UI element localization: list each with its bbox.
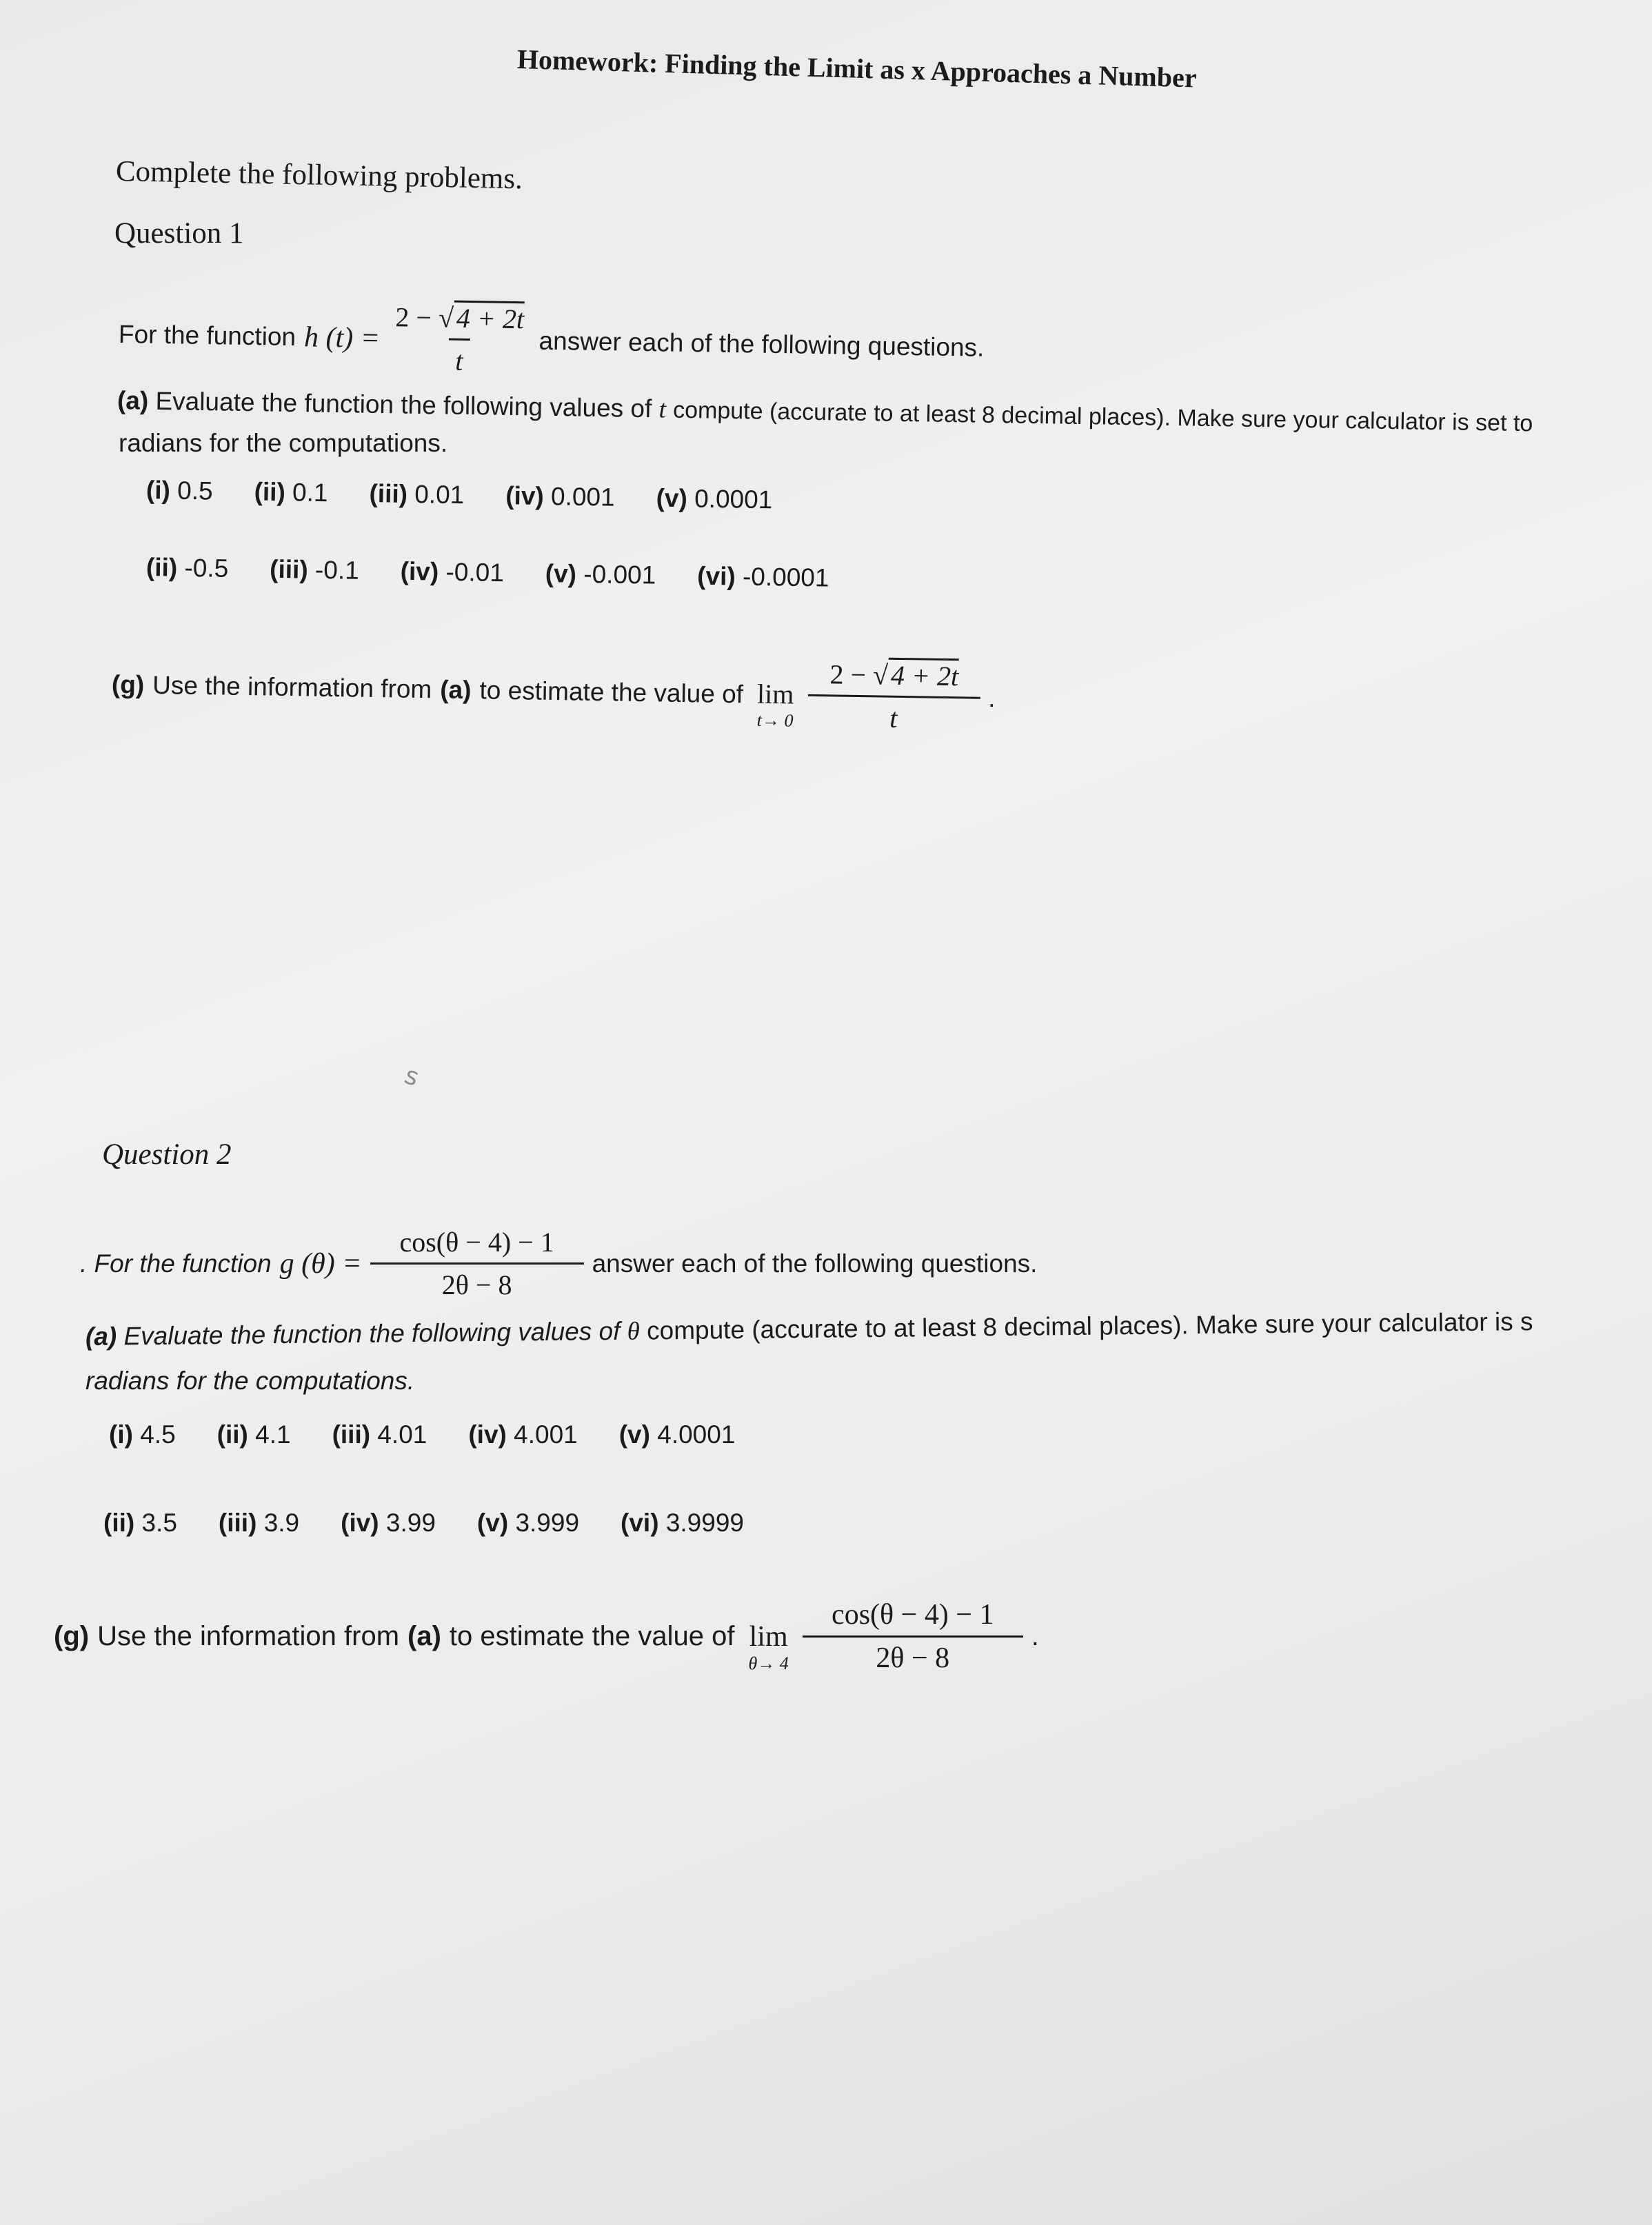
q1-value: 0.001 [550, 482, 615, 512]
q2-value-label: (v) [618, 1420, 650, 1449]
q1-part-a-text-1: Evaluate the function the following values of [155, 386, 652, 423]
q1-value-label: (vi) [696, 561, 736, 591]
q1-limit-operator [756, 678, 794, 732]
q2-value: 4.5 [140, 1420, 176, 1449]
q1-numerator-radicand: 4 + 2t [454, 301, 525, 335]
q1-part-a-variable: t [658, 395, 667, 424]
q1-part-g-text-2: to estimate the value of [479, 675, 744, 708]
q1-value: 0.0001 [694, 484, 773, 514]
q1-limit-numerator-radicand: 4 + 2t [888, 658, 959, 692]
q1-limit-numerator: 2 − √4 + 2t [829, 658, 959, 692]
q2-value-label: (iii) [218, 1509, 257, 1537]
q2-value-label: (iv) [468, 1420, 507, 1449]
q1-part-g-label: (g) [111, 669, 145, 699]
q2-value: 3.99 [385, 1509, 436, 1537]
q2-part-a-line2: radians for the computations. [85, 1367, 415, 1395]
q1-part-g-ref: (a) [439, 674, 472, 704]
q2-function-name: g (θ) = [279, 1247, 362, 1280]
q1-value: 0.01 [414, 480, 465, 510]
q1-value-item [270, 555, 359, 585]
q2-value-label: (iv) [341, 1509, 379, 1537]
q2-part-a-label: (a) [85, 1322, 117, 1351]
q2-value: 3.9999 [665, 1509, 744, 1537]
q2-part-a-text-1: Evaluate the function the following values of [123, 1316, 621, 1351]
q2-value-label: (vi) [621, 1509, 659, 1537]
q2-part-g-text-2: to estimate the value of [449, 1621, 735, 1651]
q2-numerator: cos(θ − 4) − 1 [399, 1227, 554, 1258]
q1-value: 0.5 [177, 476, 213, 505]
q2-value-label: (ii) [103, 1509, 135, 1537]
q1-value-item [697, 562, 829, 593]
q1-after-text: answer each of the following questions. [538, 326, 985, 362]
q1-part-a-line2: radians for the computations. [119, 429, 448, 457]
q2-part-a-text-2: compute (accurate to at least 8 decimal places). Make sure your calculator is s [646, 1307, 1533, 1345]
q2-value: 4.001 [514, 1420, 578, 1449]
q2-period: . [1031, 1621, 1039, 1651]
q1-value-item [400, 557, 504, 587]
q2-value-label: (v) [476, 1509, 509, 1537]
q2-limit-numerator: cos(θ − 4) − 1 [832, 1599, 994, 1631]
q2-limit-denominator: 2θ − 8 [803, 1635, 1023, 1675]
q2-values-row-1 [109, 1420, 735, 1449]
q1-limit-denominator: t [807, 694, 980, 736]
q2-value: 3.9 [263, 1509, 300, 1537]
q1-value-item [146, 553, 229, 583]
q1-function-fraction [387, 301, 531, 378]
q2-lim-word: lim [749, 1620, 788, 1653]
page-title: Homework: Finding the Limit as x Approaches a Number [516, 43, 1198, 94]
q1-limit-fraction [807, 658, 981, 736]
q2-value-item [341, 1509, 436, 1538]
q2-function-fraction [370, 1226, 584, 1301]
q2-value: 4.01 [377, 1420, 427, 1449]
q1-denominator: t [448, 339, 470, 377]
q2-limit-fraction [803, 1598, 1023, 1675]
q1-values-row-1 [146, 476, 773, 514]
q2-value: 3.5 [141, 1509, 177, 1537]
q2-value-item [468, 1420, 577, 1449]
q2-value-item [621, 1509, 744, 1538]
q2-value-item [477, 1509, 579, 1538]
q1-value: -0.001 [583, 559, 656, 590]
q1-part-a-label: (a) [117, 386, 149, 415]
q1-value-item [254, 477, 328, 507]
question-1-function-line [118, 296, 985, 385]
q2-value-item [332, 1420, 427, 1449]
q1-value-item [656, 484, 772, 515]
q2-value-label: (iii) [332, 1420, 371, 1449]
q1-value-item [369, 479, 464, 510]
q1-numerator: 2 − √4 + 2t [395, 301, 525, 335]
question-2-heading: Question 2 [102, 1138, 232, 1171]
q1-value-label: (v) [545, 559, 577, 588]
q2-value-item [109, 1420, 176, 1449]
q2-lead-text: . For the function [80, 1249, 272, 1278]
q1-function-name: h (t) = [303, 321, 381, 354]
q1-values-row-2 [146, 553, 829, 593]
q1-value-label: (ii) [145, 553, 178, 582]
q1-period: . [988, 683, 996, 712]
q2-limit-operator [749, 1620, 789, 1674]
q1-value-label: (iv) [505, 481, 545, 511]
q1-value-item [146, 476, 213, 506]
q1-value-label: (iv) [400, 556, 439, 586]
q1-part-g-text-1: Use the information from [152, 670, 432, 703]
question-1-heading: Question 1 [114, 217, 244, 250]
q2-part-a-variable: θ [627, 1317, 641, 1346]
q1-value: -0.01 [445, 557, 505, 587]
q2-value-item [103, 1509, 177, 1538]
q2-value-item [217, 1420, 291, 1449]
q1-value-label: (ii) [254, 477, 286, 507]
q1-value-item [505, 481, 615, 512]
q1-lim-word: lim [756, 678, 794, 710]
q2-value-item [619, 1420, 736, 1449]
q1-value: -0.5 [184, 553, 229, 583]
q1-value: -0.1 [314, 555, 360, 585]
q1-value-label: (iii) [369, 479, 408, 508]
q2-value: 3.999 [515, 1509, 580, 1537]
question-2-function-line [80, 1226, 1037, 1301]
q2-value: 4.1 [255, 1420, 291, 1449]
q2-part-g-label: (g) [54, 1621, 90, 1651]
q1-limit-numerator-const: 2 − [829, 658, 867, 691]
q2-denominator: 2θ − 8 [370, 1262, 584, 1301]
q1-part-g-line [111, 647, 996, 736]
q1-value: -0.0001 [742, 562, 829, 592]
q1-value-label: (iii) [269, 554, 309, 584]
q2-part-g-text-1: Use the information from [97, 1621, 400, 1651]
instructions: Complete the following problems. [115, 155, 523, 196]
q1-value-label: (v) [656, 483, 688, 513]
q2-part-a-line1 [85, 1307, 1533, 1352]
q1-value-label: (i) [145, 476, 171, 505]
q2-value-label: (i) [109, 1420, 133, 1449]
pencil-mark: ꜱ [401, 1060, 423, 1092]
q1-part-a-text-2: compute (accurate to at least 8 decimal places). Make sure your calculator is set to [672, 396, 1533, 437]
q2-lim-subscript: θ→ 4 [748, 1653, 789, 1673]
q2-value-label: (ii) [216, 1420, 248, 1449]
q2-part-g-line [54, 1598, 1039, 1675]
q1-lead-text: For the function [118, 319, 296, 351]
q2-value: 4.0001 [657, 1420, 736, 1449]
q1-value-item [545, 559, 656, 590]
q1-value: 0.1 [292, 478, 328, 507]
q1-numerator-const: 2 − [395, 301, 432, 334]
q1-lim-subscript: t→ 0 [756, 709, 794, 731]
q2-part-g-ref: (a) [407, 1621, 441, 1651]
q2-value-item [219, 1509, 299, 1538]
q2-after-text: answer each of the following questions. [592, 1249, 1038, 1278]
q2-values-row-2 [103, 1509, 744, 1538]
